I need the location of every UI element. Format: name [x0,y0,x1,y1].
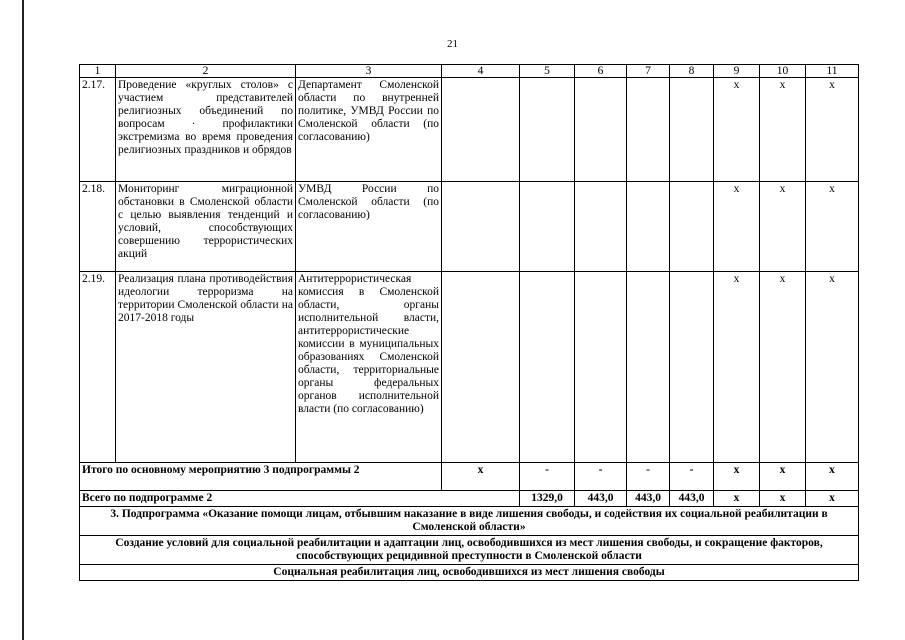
activity-description: Мониторинг миграционной обстановки в Смоленской области с целью выявления тенденций и условий, способствующих совершению террористических акций [116,182,296,272]
column-number: 8 [670,65,714,78]
total-main-col8: - [670,463,714,491]
column-number: 1 [80,65,116,78]
total-sub-col11: x [806,491,859,507]
cell-col10: x [760,272,806,463]
column-number: 11 [806,65,859,78]
cell-col5 [520,272,575,463]
subprogram-title: 3. Подпрограмма «Оказание помощи лицам, отбывшим наказание в виде лишения свободы, и содействия их социальной реабилитации в Смоленской области» [80,507,859,536]
cell-col7 [627,182,670,272]
column-number: 5 [520,65,575,78]
cell-col6 [575,272,627,463]
table-row [80,182,859,272]
total-sub-col6: 443,0 [575,491,627,507]
table-row [80,78,859,182]
cell-col11: x [806,272,859,463]
column-number: 6 [575,65,627,78]
executor: Департамент Смоленской области по внутренней политике, УМВД России по Смоленской области (по согласованию) [296,78,442,182]
cell-col5 [520,78,575,182]
row-number: 2.18. [80,182,116,272]
total-subprogram-label: Всего по подпрограмме 2 [80,491,520,507]
table-row [80,272,859,463]
total-subprogram-row [80,491,859,507]
cell-col7 [627,272,670,463]
page-margin-rule [22,0,24,640]
executor: УМВД России по Смоленской области (по согласованию) [296,182,442,272]
subprogram-title-row [80,507,859,536]
cell-col6 [575,78,627,182]
subprogram-goal-row [80,536,859,565]
total-sub-col9: x [714,491,760,507]
row-number: 2.19. [80,272,116,463]
column-number: 2 [116,65,296,78]
main-activity-row [80,565,859,581]
total-main-col6: - [575,463,627,491]
cell-col10: x [760,78,806,182]
row-number: 2.17. [80,78,116,182]
column-number-row [80,65,859,78]
column-number: 10 [760,65,806,78]
cell-col11: x [806,78,859,182]
total-main-col7: - [627,463,670,491]
activity-description: Реализация плана противодействия идеологии терроризма на территории Смоленской области на 2017-2018 годы [116,272,296,463]
page-number: 21 [447,38,458,50]
cell-col9: x [714,182,760,272]
total-main-col4: x [442,463,520,491]
cell-col4 [442,78,520,182]
cell-col8 [670,182,714,272]
cell-col7 [627,78,670,182]
total-main-activity-label: Итого по основному мероприятию 3 подпрограммы 2 [80,463,442,491]
total-sub-col8: 443,0 [670,491,714,507]
total-sub-col10: x [760,491,806,507]
column-number: 7 [627,65,670,78]
cell-col6 [575,182,627,272]
cell-col8 [670,272,714,463]
total-main-col11: x [806,463,859,491]
total-sub-col7: 443,0 [627,491,670,507]
total-main-col10: x [760,463,806,491]
total-main-activity-row [80,463,859,491]
executor: Антитеррористическая комиссия в Смоленской области, органы исполнительной власти, антитеррористические комиссии в муниципальных образованиях Смоленской области, территориальные органы федеральных органов исполнительной власти (по согласованию) [296,272,442,463]
cell-col9: x [714,78,760,182]
total-main-col9: x [714,463,760,491]
cell-col4 [442,182,520,272]
cell-col9: x [714,272,760,463]
total-sub-col5: 1329,0 [520,491,575,507]
total-main-col5: - [520,463,575,491]
column-number: 9 [714,65,760,78]
column-number: 4 [442,65,520,78]
cell-col11: x [806,182,859,272]
column-number: 3 [296,65,442,78]
main-activity-title: Социальная реабилитация лиц, освободившихся из мест лишения свободы [80,565,859,581]
activity-description: Проведение «круглых столов» с участием представителей религиозных объединений по вопросам · профилактики экстремизма во время проведения религиозных праздников и обрядов [116,78,296,182]
cell-col8 [670,78,714,182]
subprogram-goal: Создание условий для социальной реабилитации и адаптации лиц, освободившихся из мест лишения свободы, и сокращение факторов, способствующих рецидивной преступности в Смоленской области [80,536,859,565]
program-table [79,64,859,581]
cell-col4 [442,272,520,463]
cell-col5 [520,182,575,272]
cell-col10: x [760,182,806,272]
